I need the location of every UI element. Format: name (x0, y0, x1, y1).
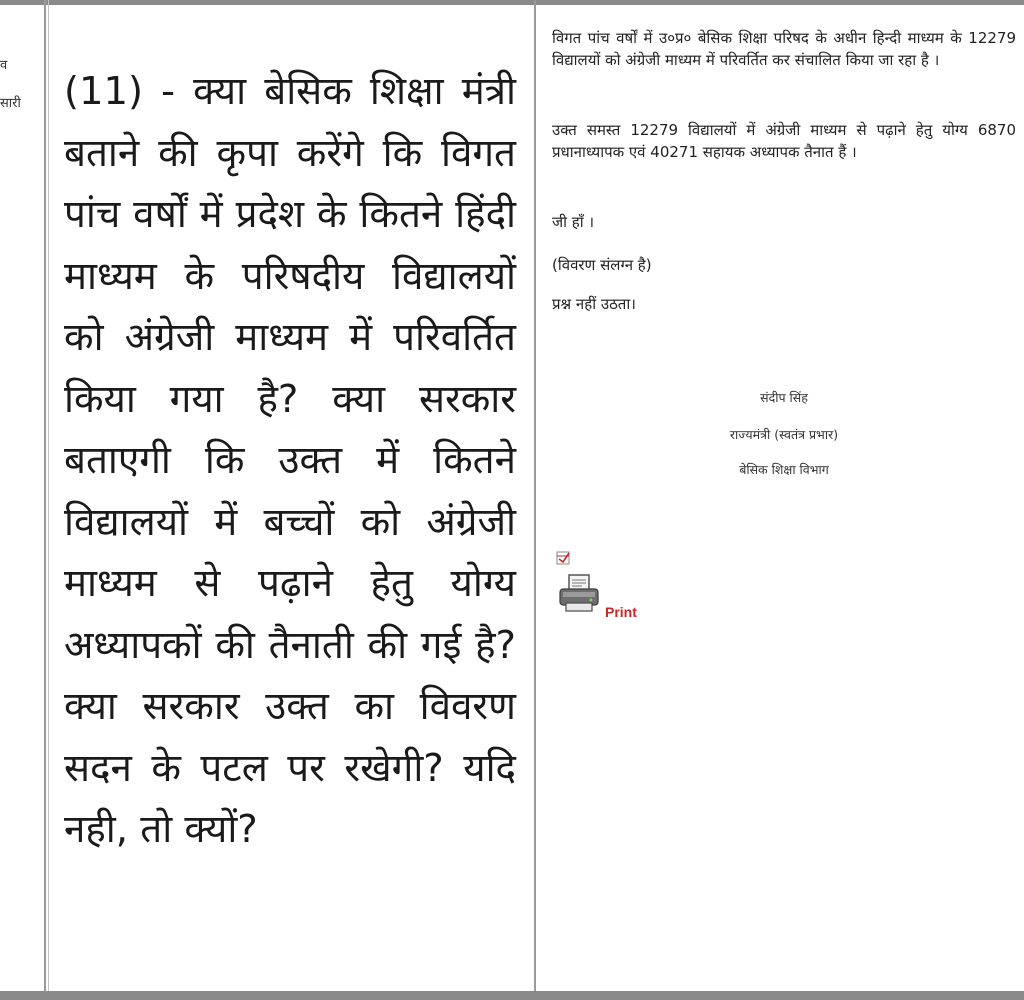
answer-para-3: जी हाँ । (552, 213, 595, 231)
answer-para-4: (विवरण संलग्न है) (552, 256, 652, 274)
signature-designation: राज्यमंत्री (स्वतंत्र प्रभार) (729, 427, 839, 442)
left-column (0, 5, 44, 991)
broken-image-icon (556, 550, 572, 572)
left-fragment-1: व (0, 58, 8, 73)
signature-department: बेसिक शिक्षा विभाग (739, 462, 829, 477)
divider-middle (534, 0, 536, 991)
answer-para-1: विगत पांच वर्षों में उ०प्र० बेसिक शिक्षा परिषद के अधीन हिन्दी माध्यम के 12279 विद्यालयों को अंग्रेजी माध्यम में परिवर्तित कर संचालित किया जा रहा है । (552, 29, 1016, 69)
left-fragment-2: सारी (0, 96, 21, 111)
divider-left-outer (44, 0, 46, 991)
answer-column (538, 5, 1024, 991)
print-label[interactable]: Print (605, 604, 637, 620)
print-control[interactable] (556, 550, 666, 620)
signature-name: संदीप सिंह (760, 390, 808, 405)
question-text: (11) - क्या बेसिक शिक्षा मंत्री बताने की कृपा करेंगे कि विगत पांच वर्षों में प्रदेश के कितने हिंदी माध्यम के परिषदीय विद्यालयों को अंग्रेजी माध्यम में परिवर्तित किया गया है? क्या सरकार बताएगी कि उक्त में कितने विद्यालयों में बच्चों को अंग्रेजी माध्यम से पढ़ाने हेतु योग्य अध्यापकों की तैनाती की गई है? क्या सरकार उक्त का विवरण सदन के पटल पर रखेगी? यदि नही, तो क्यों? (64, 69, 516, 852)
bottom-border (0, 991, 1024, 1000)
answer-para-5: प्रश्न नहीं उठता। (552, 295, 636, 313)
printer-icon[interactable] (558, 572, 600, 620)
divider-left-inner (48, 0, 49, 991)
question-column (52, 5, 534, 991)
answer-para-2: उक्त समस्त 12279 विद्यालयों में अंग्रेजी माध्यम से पढ़ाने हेतु योग्य 6870 प्रधानाध्यापक एवं 40271 सहायक अध्यापक तैनात हैं । (552, 121, 1016, 161)
